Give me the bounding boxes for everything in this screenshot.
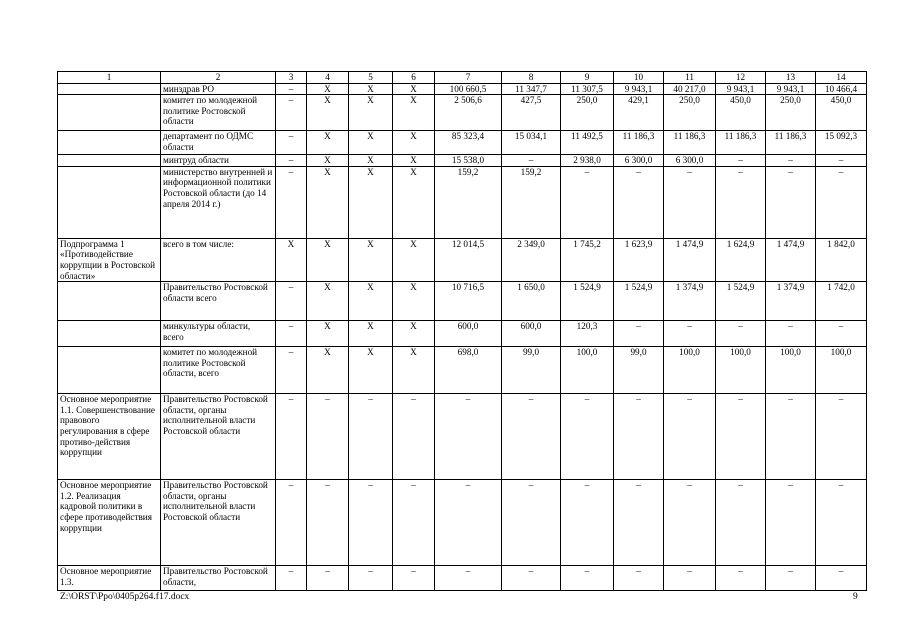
value-cell: 427,5 bbox=[502, 95, 561, 131]
value-cell: Х bbox=[307, 95, 349, 131]
value-cell: 12 014,5 bbox=[435, 238, 502, 281]
value-cell: – bbox=[502, 155, 561, 167]
value-cell: – bbox=[716, 480, 766, 566]
value-cell: 2 506,6 bbox=[435, 95, 502, 131]
value-cell: 15 538,0 bbox=[435, 155, 502, 167]
value-cell: 9 943,1 bbox=[614, 83, 664, 95]
value-cell: – bbox=[614, 480, 664, 566]
value-cell: – bbox=[816, 155, 867, 167]
value-cell: – bbox=[614, 166, 664, 238]
value-cell: 250,0 bbox=[664, 95, 716, 131]
value-cell: – bbox=[716, 155, 766, 167]
footer-file-path: Z:\ORST\Ppo\0405p264.f17.docx bbox=[60, 592, 190, 602]
value-cell: – bbox=[816, 394, 867, 480]
value-cell: – bbox=[716, 321, 766, 347]
value-cell: – bbox=[561, 394, 614, 480]
value-cell: Х bbox=[393, 238, 435, 281]
value-cell: Х bbox=[349, 166, 393, 238]
table-row bbox=[58, 566, 867, 591]
column-header: 4 bbox=[307, 72, 349, 84]
program-name-cell bbox=[58, 83, 161, 95]
value-cell: – bbox=[276, 155, 307, 167]
executor-cell: минтруд области bbox=[161, 155, 276, 167]
value-cell: 11 186,3 bbox=[664, 131, 716, 155]
value-cell: – bbox=[435, 566, 502, 591]
value-cell: Х bbox=[307, 321, 349, 347]
value-cell: Х bbox=[393, 321, 435, 347]
value-cell: – bbox=[435, 394, 502, 480]
column-header: 8 bbox=[502, 72, 561, 84]
value-cell: – bbox=[664, 480, 716, 566]
value-cell: – bbox=[307, 566, 349, 591]
executor-cell: Правительство Ростовской области, bbox=[161, 566, 276, 591]
header-row bbox=[58, 72, 867, 84]
column-header: 2 bbox=[161, 72, 276, 84]
value-cell: 100,0 bbox=[766, 347, 816, 394]
value-cell: – bbox=[307, 394, 349, 480]
value-cell: 1 524,9 bbox=[561, 282, 614, 321]
value-cell: – bbox=[716, 394, 766, 480]
value-cell: 10 466,4 bbox=[816, 83, 867, 95]
value-cell: 1 474,9 bbox=[766, 238, 816, 281]
value-cell: 1 474,9 bbox=[664, 238, 716, 281]
value-cell: – bbox=[614, 321, 664, 347]
table-row bbox=[58, 131, 867, 155]
value-cell: 100,0 bbox=[816, 347, 867, 394]
value-cell: – bbox=[276, 566, 307, 591]
program-name-cell bbox=[58, 166, 161, 238]
value-cell: – bbox=[664, 566, 716, 591]
table-row bbox=[58, 166, 867, 238]
program-name-cell bbox=[58, 347, 161, 394]
value-cell: – bbox=[393, 394, 435, 480]
program-name-cell bbox=[58, 155, 161, 167]
table-row bbox=[58, 95, 867, 131]
value-cell: 85 323,4 bbox=[435, 131, 502, 155]
value-cell: Х bbox=[349, 83, 393, 95]
value-cell: 11 492,5 bbox=[561, 131, 614, 155]
value-cell: – bbox=[614, 394, 664, 480]
value-cell: 11 307,5 bbox=[561, 83, 614, 95]
value-cell: 1 745,2 bbox=[561, 238, 614, 281]
column-header: 5 bbox=[349, 72, 393, 84]
value-cell: – bbox=[664, 166, 716, 238]
value-cell: 159,2 bbox=[435, 166, 502, 238]
column-header: 11 bbox=[664, 72, 716, 84]
value-cell: 1 624,9 bbox=[716, 238, 766, 281]
column-header: 10 bbox=[614, 72, 664, 84]
value-cell: Х bbox=[349, 321, 393, 347]
program-name-cell bbox=[58, 131, 161, 155]
value-cell: Х bbox=[349, 131, 393, 155]
value-cell: 1 742,0 bbox=[816, 282, 867, 321]
value-cell: Х bbox=[349, 347, 393, 394]
value-cell: Х bbox=[276, 238, 307, 281]
value-cell: Х bbox=[349, 282, 393, 321]
value-cell: Х bbox=[307, 238, 349, 281]
executor-cell: Правительство Ростовской области, органы исполнительной власти Ростовской области bbox=[161, 480, 276, 566]
value-cell: 1 374,9 bbox=[766, 282, 816, 321]
value-cell: Х bbox=[393, 155, 435, 167]
value-cell: 250,0 bbox=[561, 95, 614, 131]
executor-cell: минздрав РО bbox=[161, 83, 276, 95]
value-cell: 1 842,0 bbox=[816, 238, 867, 281]
value-cell: 1 650,0 bbox=[502, 282, 561, 321]
value-cell: 6 300,0 bbox=[664, 155, 716, 167]
value-cell: 10 716,5 bbox=[435, 282, 502, 321]
value-cell: 1 524,9 bbox=[716, 282, 766, 321]
value-cell: 2 938,0 bbox=[561, 155, 614, 167]
value-cell: – bbox=[502, 566, 561, 591]
value-cell: – bbox=[716, 566, 766, 591]
value-cell: 40 217,0 bbox=[664, 83, 716, 95]
value-cell: 120,3 bbox=[561, 321, 614, 347]
value-cell: – bbox=[664, 321, 716, 347]
column-header: 13 bbox=[766, 72, 816, 84]
column-header: 3 bbox=[276, 72, 307, 84]
value-cell: 429,1 bbox=[614, 95, 664, 131]
value-cell: 11 186,3 bbox=[614, 131, 664, 155]
program-name-cell: Основное мероприятие 1.1. Совершенствование правового регулирования в сфере противо-действия коррупции bbox=[58, 394, 161, 480]
executor-cell: Правительство Ростовской области всего bbox=[161, 282, 276, 321]
program-name-cell: Основное мероприятие 1.3. bbox=[58, 566, 161, 591]
table-row bbox=[58, 347, 867, 394]
value-cell: 11 186,3 bbox=[716, 131, 766, 155]
table-row bbox=[58, 155, 867, 167]
value-cell: 450,0 bbox=[816, 95, 867, 131]
value-cell: 6 300,0 bbox=[614, 155, 664, 167]
value-cell: 159,2 bbox=[502, 166, 561, 238]
column-header: 1 bbox=[58, 72, 161, 84]
value-cell: 15 034,1 bbox=[502, 131, 561, 155]
value-cell: Х bbox=[307, 131, 349, 155]
value-cell: – bbox=[393, 480, 435, 566]
value-cell: 9 943,1 bbox=[766, 83, 816, 95]
value-cell: – bbox=[276, 347, 307, 394]
value-cell: Х bbox=[349, 95, 393, 131]
column-header: 9 bbox=[561, 72, 614, 84]
value-cell: – bbox=[766, 566, 816, 591]
value-cell: – bbox=[816, 321, 867, 347]
value-cell: – bbox=[664, 394, 716, 480]
value-cell: – bbox=[614, 566, 664, 591]
value-cell: – bbox=[349, 480, 393, 566]
value-cell: 698,0 bbox=[435, 347, 502, 394]
value-cell: Х bbox=[393, 95, 435, 131]
value-cell: – bbox=[502, 480, 561, 566]
program-name-cell bbox=[58, 95, 161, 131]
value-cell: 600,0 bbox=[502, 321, 561, 347]
value-cell: Х bbox=[349, 238, 393, 281]
value-cell: Х bbox=[393, 131, 435, 155]
value-cell: – bbox=[393, 566, 435, 591]
column-header: 6 bbox=[393, 72, 435, 84]
value-cell: – bbox=[276, 321, 307, 347]
value-cell: Х bbox=[393, 83, 435, 95]
executor-cell: министерство внутренней и информационной политики Ростовской области (до 14 апреля 2014 г.) bbox=[161, 166, 276, 238]
value-cell: – bbox=[766, 321, 816, 347]
value-cell: – bbox=[561, 480, 614, 566]
program-name-cell bbox=[58, 282, 161, 321]
value-cell: 11 186,3 bbox=[766, 131, 816, 155]
program-name-cell: Подпрограмма 1 «Противодействие коррупции в Ростовской области» bbox=[58, 238, 161, 281]
executor-cell: комитет по молодежной политике Ростовской области bbox=[161, 95, 276, 131]
value-cell: 450,0 bbox=[716, 95, 766, 131]
page-number: 9 bbox=[853, 592, 858, 602]
value-cell: – bbox=[307, 480, 349, 566]
value-cell: 100,0 bbox=[561, 347, 614, 394]
value-cell: – bbox=[276, 166, 307, 238]
value-cell: 99,0 bbox=[502, 347, 561, 394]
value-cell: 600,0 bbox=[435, 321, 502, 347]
value-cell: Х bbox=[393, 347, 435, 394]
table-row bbox=[58, 282, 867, 321]
value-cell: – bbox=[766, 166, 816, 238]
value-cell: 9 943,1 bbox=[716, 83, 766, 95]
value-cell: – bbox=[276, 480, 307, 566]
executor-cell: Правительство Ростовской области, органы исполнительной власти Ростовской области bbox=[161, 394, 276, 480]
value-cell: – bbox=[435, 480, 502, 566]
value-cell: 99,0 bbox=[614, 347, 664, 394]
value-cell: – bbox=[276, 95, 307, 131]
value-cell: 100,0 bbox=[664, 347, 716, 394]
table-row bbox=[58, 394, 867, 480]
table-row bbox=[58, 83, 867, 95]
program-name-cell: Основное мероприятие 1.2. Реализация кадровой политики в сфере противодействия коррупции bbox=[58, 480, 161, 566]
program-name-cell bbox=[58, 321, 161, 347]
value-cell: Х bbox=[393, 282, 435, 321]
value-cell: – bbox=[766, 480, 816, 566]
value-cell: – bbox=[816, 166, 867, 238]
value-cell: – bbox=[816, 566, 867, 591]
value-cell: – bbox=[276, 83, 307, 95]
value-cell: 1 524,9 bbox=[614, 282, 664, 321]
table-row bbox=[58, 480, 867, 566]
value-cell: – bbox=[276, 131, 307, 155]
value-cell: Х bbox=[307, 166, 349, 238]
budget-table bbox=[57, 71, 867, 591]
value-cell: – bbox=[349, 566, 393, 591]
value-cell: – bbox=[766, 394, 816, 480]
value-cell: – bbox=[561, 566, 614, 591]
column-header: 14 bbox=[816, 72, 867, 84]
value-cell: 11 347,7 bbox=[502, 83, 561, 95]
value-cell: – bbox=[276, 282, 307, 321]
column-header: 7 bbox=[435, 72, 502, 84]
value-cell: 250,0 bbox=[766, 95, 816, 131]
value-cell: 100,0 bbox=[716, 347, 766, 394]
value-cell: – bbox=[561, 166, 614, 238]
value-cell: Х bbox=[307, 83, 349, 95]
executor-cell: комитет по молодежной политике Ростовской области, всего bbox=[161, 347, 276, 394]
value-cell: – bbox=[276, 394, 307, 480]
value-cell: – bbox=[816, 480, 867, 566]
executor-cell: департамент по ОДМС области bbox=[161, 131, 276, 155]
value-cell: 1 374,9 bbox=[664, 282, 716, 321]
value-cell: – bbox=[716, 166, 766, 238]
executor-cell: всего в том числе: bbox=[161, 238, 276, 281]
column-header: 12 bbox=[716, 72, 766, 84]
value-cell: Х bbox=[307, 155, 349, 167]
value-cell: Х bbox=[307, 347, 349, 394]
table-row bbox=[58, 238, 867, 281]
value-cell: 2 349,0 bbox=[502, 238, 561, 281]
table-row bbox=[58, 321, 867, 347]
value-cell: – bbox=[502, 394, 561, 480]
value-cell: 100 660,5 bbox=[435, 83, 502, 95]
value-cell: Х bbox=[307, 282, 349, 321]
value-cell: – bbox=[766, 155, 816, 167]
value-cell: 15 092,3 bbox=[816, 131, 867, 155]
executor-cell: минкультуры области, всего bbox=[161, 321, 276, 347]
value-cell: Х bbox=[393, 166, 435, 238]
value-cell: – bbox=[349, 394, 393, 480]
value-cell: 1 623,9 bbox=[614, 238, 664, 281]
value-cell: Х bbox=[349, 155, 393, 167]
